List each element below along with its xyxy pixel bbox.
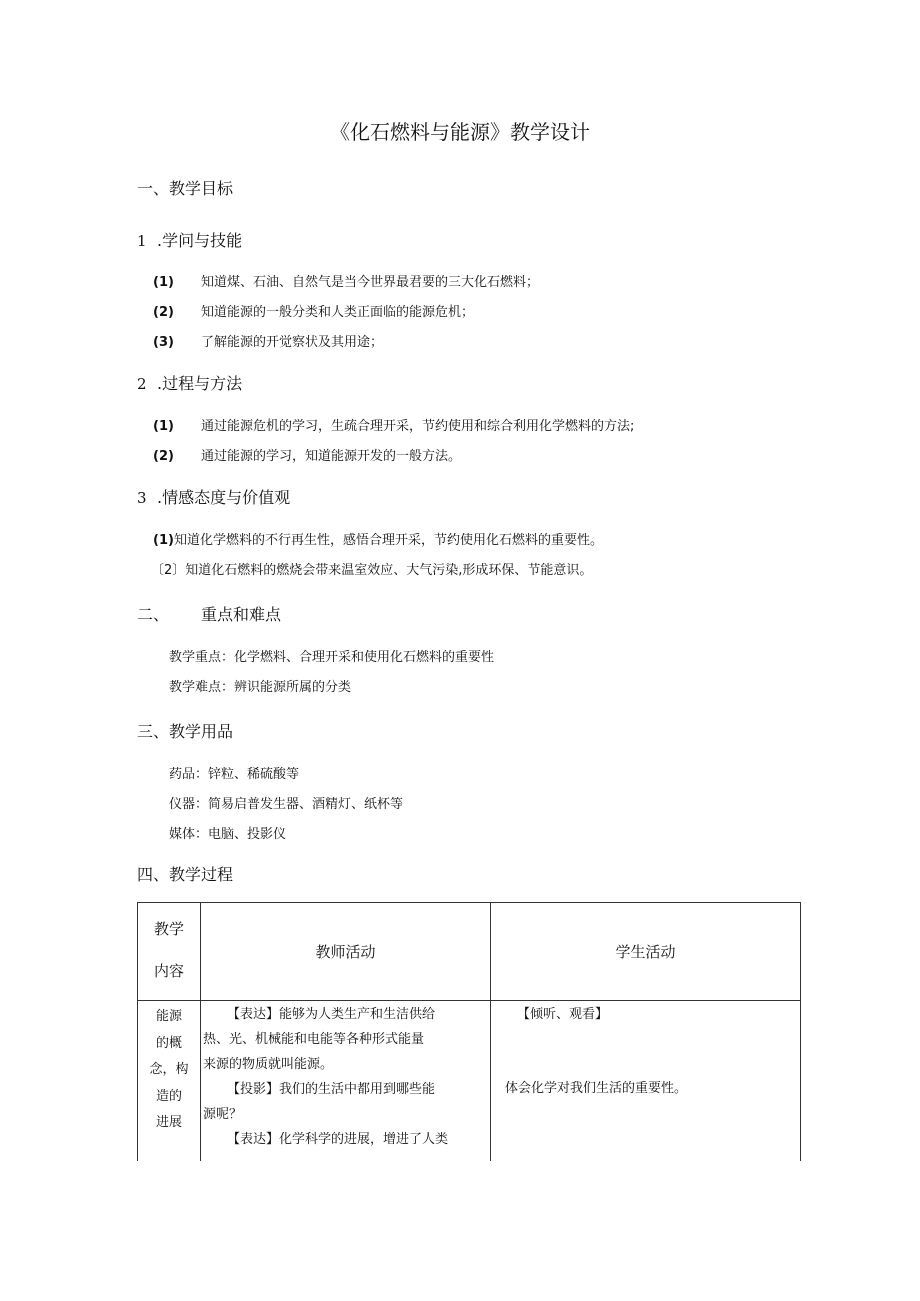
cell-line: 的概 <box>155 1035 182 1051</box>
cell-line: 【投影】我们的生活中都用到哪些能 <box>227 1082 436 1097</box>
item-number: (3) <box>153 335 174 350</box>
subsection-title: .过程与方法 <box>157 374 243 393</box>
item-number: (1) <box>153 275 174 290</box>
student-cell <box>491 1001 801 1162</box>
key-point-difficulty: 教学难点：辨识能源所属的分类 <box>169 680 352 695</box>
list-item <box>153 331 383 350</box>
item-text: 知道能源的一般分类和人类正面临的能源危机； <box>201 305 475 320</box>
subsection-title: .学问与技能 <box>157 231 243 250</box>
item-text: 通过能源危机的学习，生疏合理开采，节约使用和综合利用化学燃料的方法; <box>201 419 635 434</box>
section-number: 二、 <box>137 605 170 624</box>
section-heading-process: 四、教学过程 <box>137 865 234 884</box>
subsection-number: 2 <box>137 375 147 393</box>
list-item <box>153 271 539 290</box>
cell-line: 【表达】化学科学的进展，增进了人类 <box>227 1132 449 1147</box>
subsection-title: .情感态度与价值观 <box>157 488 291 507</box>
material-item: 药品：锌粒、稀硫酸等 <box>169 767 300 782</box>
list-item <box>153 529 603 548</box>
teaching-process-table <box>137 902 801 1161</box>
list-item <box>153 301 474 320</box>
list-item <box>151 559 592 578</box>
header-content <box>138 903 201 1001</box>
section-heading-materials: 三、教学用品 <box>137 722 234 741</box>
subsection-heading-knowledge <box>137 228 242 251</box>
cell-line: 念，构 <box>149 1062 189 1077</box>
cell-line: 来源的物质就叫能源。 <box>203 1057 334 1072</box>
item-number: 〔2〕 <box>151 563 186 578</box>
cell-line: 能源 <box>155 1009 182 1024</box>
key-point-focus: 教学重点：化学燃料、合理开采和使用化石燃料的重要性 <box>169 650 495 665</box>
section-heading-goals: 一、教学目标 <box>137 179 234 198</box>
subsection-number: 1 <box>137 232 147 250</box>
header-teacher: 教师活动 <box>201 903 491 1001</box>
item-number: (2) <box>153 305 174 320</box>
cell-line: 体会化学对我们生活的重要性。 <box>505 1081 688 1096</box>
list-item <box>153 445 461 464</box>
table-row <box>138 1001 801 1162</box>
cell-line: 造的 <box>155 1088 182 1104</box>
item-text: 知道化学燃料的不行再生性，感悟合理开采，节约使用化石燃料的重要性。 <box>173 533 603 548</box>
header-content-line: 内容 <box>153 962 184 980</box>
teacher-cell <box>201 1001 491 1162</box>
subsection-number: 3 <box>137 489 147 507</box>
subsection-heading-attitudes <box>137 485 290 508</box>
page-title: 《化石燃料与能源》教学设计 <box>330 120 590 144</box>
item-text: 通过能源的学习，知道能源开发的一般方法。 <box>201 449 462 464</box>
cell-line: 【倾听、观看】 <box>517 1007 609 1022</box>
content-cell <box>138 1001 201 1162</box>
header-content-line: 教学 <box>153 920 184 938</box>
item-number: (2) <box>153 449 174 464</box>
material-item: 仪器：简易启普发生器、酒精灯、纸杯等 <box>169 797 404 812</box>
item-number: (1) <box>153 419 174 434</box>
subsection-heading-process <box>137 371 242 394</box>
list-item <box>153 415 634 434</box>
cell-line: 源呢？ <box>203 1107 243 1122</box>
item-text: 知道化石燃料的燃烧会带来温室效应、大气污染,形成环保、节能意识。 <box>185 563 593 578</box>
item-number: (1) <box>153 533 174 548</box>
cell-line: 进展 <box>155 1115 182 1130</box>
material-item: 媒体：电脑、投影仪 <box>169 827 287 842</box>
item-text: 知道煤、石油、自然气是当今世界最君要的三大化石燃料； <box>201 275 540 290</box>
cell-line: 【表达】能够为人类生产和生洁供给 <box>227 1007 436 1022</box>
section-title: 重点和难点 <box>201 605 282 624</box>
section-heading-key-points <box>137 602 281 625</box>
header-student: 学生活动 <box>491 903 801 1001</box>
cell-line: 热、光、机械能和电能等各种形式能量 <box>203 1032 425 1047</box>
item-text: 了解能源的开觉察状及其用途； <box>201 335 384 350</box>
table-header-row <box>138 903 801 1001</box>
